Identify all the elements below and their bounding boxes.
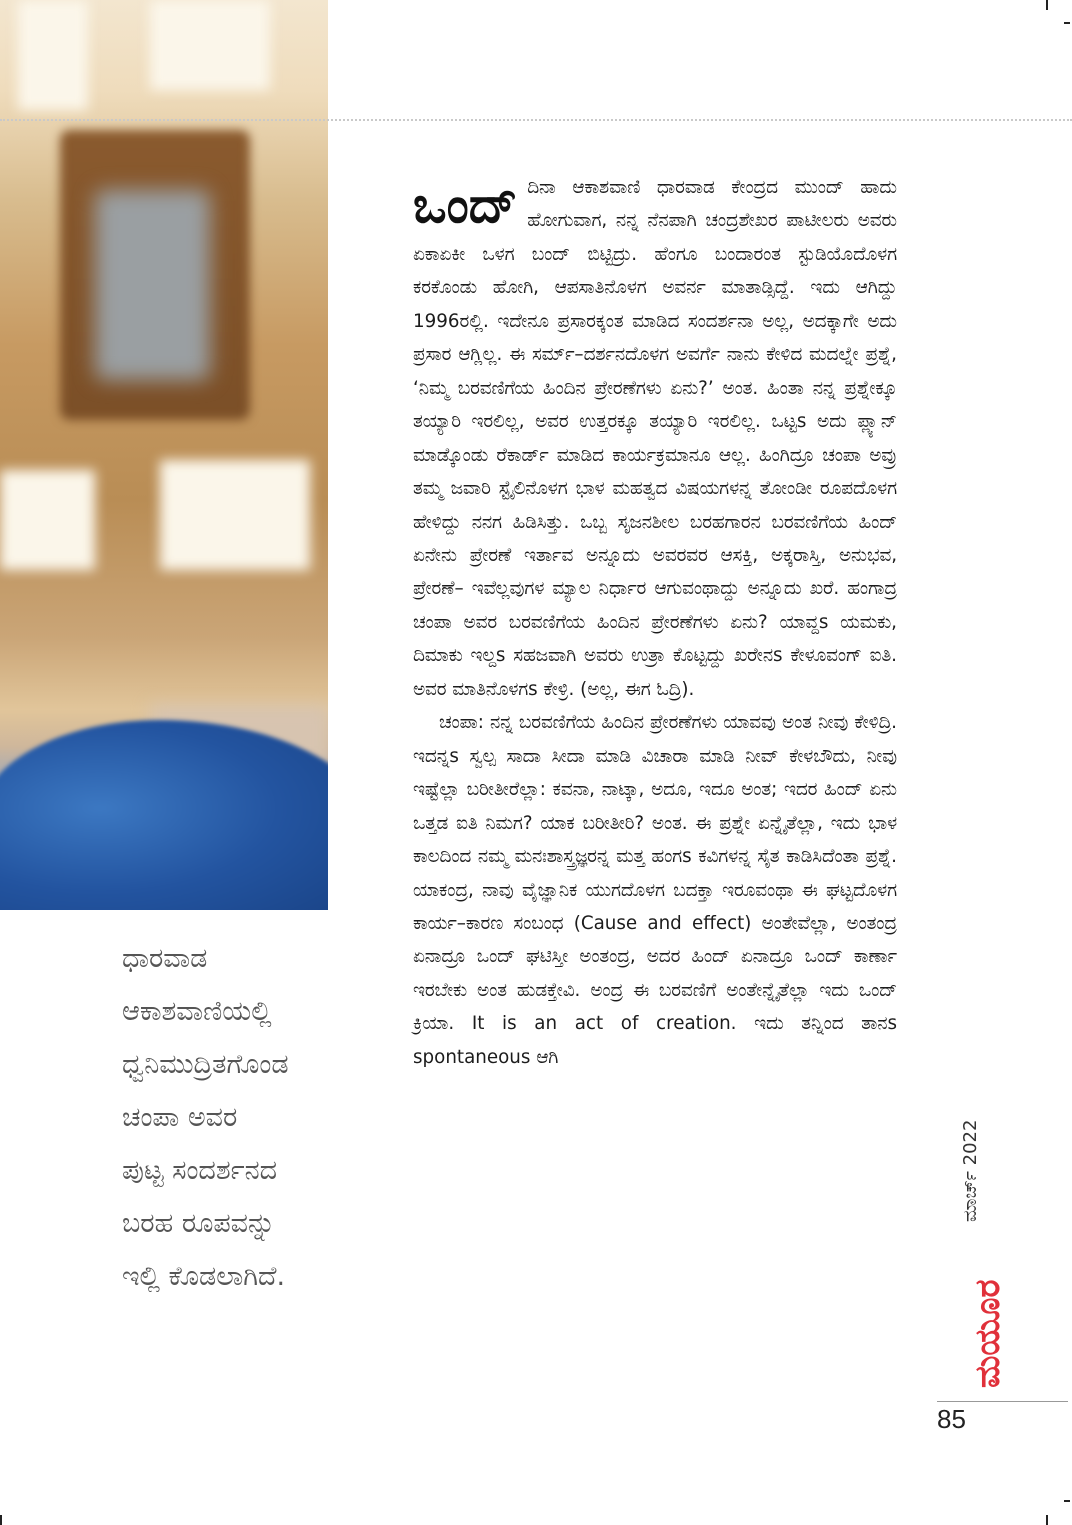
pull-quote-line: ಇಲ್ಲಿ ಕೊಡಲಾಗಿದೆ. xyxy=(122,1261,286,1292)
crop-mark xyxy=(0,1515,2,1525)
pull-quote-line: ಪುಟ್ಟ ಸಂದರ್ಶನದ xyxy=(122,1155,278,1186)
article-paragraph xyxy=(413,171,897,706)
footer-rule xyxy=(937,1401,1068,1402)
dotted-rule xyxy=(0,119,1072,121)
article-photo xyxy=(0,0,328,910)
pull-quote-line: ಆಕಾಶವಾಣಿಯಲ್ಲಿ xyxy=(122,996,272,1027)
drop-cap: ಒಂದ್ xyxy=(413,176,518,234)
issue-date-text: ಮಾರ್ಚ್ 2022 xyxy=(960,1119,981,1222)
pull-quote-line: ಧಾರವಾಡ xyxy=(122,943,208,974)
paragraph-text: ದಿನಾ ಆಕಾಶವಾಣಿ ಧಾರವಾಡ ಕೇಂದ್ರದ ಮುಂದ್ ಹಾದು ಹೋಗುವಾಗ, ನನ್ನ ನೆನಪಾಗಿ ಚಂದ್ರಶೇಖರ ಪಾಟೀಲರು ಅವರು ಏಕಾಏಕೀ ಒಳಗ ಬಂದ್ ಬಿಟ್ಟಿದ್ರು. ಹೆಂಗೂ ಬಂದಾರಂತ ಸ್ಟುಡಿಯೊದೊಳಗ ಕರಕೊಂಡು ಹೋಗಿ, ಆಪಸಾತಿನೊಳಗ ಅವರ್ನ ಮಾತಾಡ್ಸಿದ್ದೆ. ಇದು ಆಗಿದ್ದು 1996ರಲ್ಲಿ. ಇದೇನೂ ಪ್ರಸಾರಕ್ಕಂತ ಮಾಡಿದ ಸಂದರ್ಶನಾ ಅಲ್ಲ, ಅದಕ್ಕಾಗೇ ಅದು ಪ್ರಸಾರ ಆಗ್ಲಿಲ್ಲ. ಈ ಸರ್ಮ್–ದರ್ಶನದೊಳಗ ಅವರ್ಗೆ ನಾನು ಕೇಳಿದ ಮದಲ್ನೇ ಪ್ರಶ್ನೆ, ‘ನಿಮ್ಮ ಬರವಣಿಗೆಯ ಹಿಂದಿನ ಪ್ರೇರಣೆಗಳು ಏನು?’ ಅಂತ. ಹಿಂತಾ ನನ್ನ ಪ್ರಶ್ನೇಕ್ಕೂ ತಯ್ಯಾರಿ ಇರಲಿಲ್ಲ, ಅವರ ಉತ್ತರಕ್ಕೂ ತಯ್ಯಾರಿ ಇರಲಿಲ್ಲ. ಒಟ್ಟs ಅದು ಪ್ಲ್ಯಾನ್ ಮಾಡ್ಕೊಂಡು ರೆಕಾರ್ಡ್ ಮಾಡಿದ ಕಾರ್ಯಕ್ರಮಾನೂ ಆಲ್ಲ. ಹಿಂಗಿದ್ರೂ ಚಂಪಾ ಅವ್ರು ತಮ್ಮ ಜವಾರಿ ಸ್ಟೈಲಿನೊಳಗ ಭಾಳ ಮಹತ್ವದ ವಿಷಯಗಳನ್ನ ತೋಂಡೀ ರೂಪದೊಳಗ ಹೇಳಿದ್ದು ನನಗ ಹಿಡಿಸಿತ್ತು. ಒಬ್ಬ ಸೃಜನಶೀಲ ಬರಹಗಾರನ ಬರವಣಿಗೆಯ ಹಿಂದ್ ಏನೇನು ಪ್ರೇರಣೆ ಇರ್ತಾವ ಅನ್ನೂದು ಅವರವರ ಆಸಕ್ತಿ, ಅಕ್ಕರಾಸ್ತಿ, ಅನುಭವ, ಪ್ರೇರಣೆ– ಇವೆಲ್ಲವುಗಳ ಮ್ಯಾಲ ನಿರ್ಧಾರ ಆಗುವಂಥಾದ್ದು ಅನ್ನೂದು ಖರೆ. ಹಂಗಾದ್ರ ಚಂಪಾ ಅವರ ಬರವಣಿಗೆಯ ಹಿಂದಿನ ಪ್ರೇರಣೆಗಳು ಏನು? ಯಾವ್ದs ಯಮಕು, ದಿಮಾಕು ಇಲ್ದs ಸಹಜವಾಗಿ ಅವರು ಉತ್ರಾ ಕೊಟ್ಟದ್ದು ಖರೇನs ಕೇಳೂವಂಗ್ ಐತಿ. ಅವರ ಮಾತಿನೊಳಗs ಕೇಳ್ರಿ. (ಅಲ್ಲ, ಈಗ ಓದ್ರಿ). xyxy=(413,177,897,700)
pull-quote-line: ಧ್ವನಿಮುದ್ರಿತಗೊಂಡ xyxy=(122,1049,289,1080)
pull-quote-line: ಬರಹ ರೂಪವನ್ನು xyxy=(122,1208,276,1239)
page-number: 85 xyxy=(937,1404,966,1434)
crop-mark xyxy=(1046,1515,1048,1525)
pull-quote xyxy=(122,932,362,1303)
crop-mark xyxy=(1064,1500,1070,1502)
crop-mark xyxy=(1046,0,1048,10)
article-body xyxy=(413,171,897,1074)
pull-quote-line: ಚಂಪಾ ಅವರ xyxy=(122,1102,238,1133)
crop-mark xyxy=(1064,22,1070,24)
magazine-logo-text: ಮಯೂರ xyxy=(968,1279,1008,1388)
article-paragraph: ಚಂಪಾ: ನನ್ನ ಬರವಣಿಗೆಯ ಹಿಂದಿನ ಪ್ರೇರಣೆಗಳು ಯಾವವು ಅಂತ ನೀವು ಕೇಳಿದ್ರಿ. ಇದನ್ನs ಸ್ವಲ್ಪ ಸಾದಾ ಸೀದಾ ಮಾಡಿ ವಿಚಾರಾ ಮಾಡಿ ನೀವ್ ಕೇಳಬೌದು, ನೀವು ಇಷ್ಟೆಲ್ಲಾ ಬರೀತೀರೆಲ್ಲಾ: ಕವನಾ, ನಾಟ್ಕಾ, ಅದೂ, ಇದೂ ಅಂತ; ಇದರ ಹಿಂದ್ ಏನು ಒತ್ತಡ ಐತಿ ನಿಮಗ? ಯಾಕ ಬರೀತೀರಿ? ಅಂತ. ಈ ಪ್ರಶ್ನೇ ಏನ್ನೈತೆಲ್ಲಾ, ಇದು ಭಾಳ ಕಾಲದಿಂದ ನಮ್ಮ ಮನಃಶಾಸ್ತ್ರಜ್ಞರನ್ನ ಮತ್ತ ಹಂಗs ಕವಿಗಳನ್ನ ಸೈತ ಕಾಡಿಸಿದೆಂತಾ ಪ್ರಶ್ನೆ. ಯಾಕಂದ್ರ, ನಾವು ವೈಜ್ಞಾನಿಕ ಯುಗದೊಳಗ ಬದಕ್ತಾ ಇರೂವಂಥಾ ಈ ಘಟ್ಟದೊಳಗ ಕಾರ್ಯ–ಕಾರಣ ಸಂಬಂಧ (Cause and effect) ಅಂತೇವೆಲ್ಲಾ, ಅಂತಂದ್ರ ಏನಾದ್ರೂ ಒಂದ್ ಘಟಿಸ್ತೀ ಅಂತಂದ್ರ, ಅದರ ಹಿಂದ್ ಏನಾದ್ರೂ ಒಂದ್ ಕಾರ್ಣಾ ಇರಬೇಕು ಅಂತ ಹುಡಕ್ತೇವಿ. ಅಂದ್ರ ಈ ಬರವಣಿಗೆ ಅಂತೇನ್ನೈತೆಲ್ಲಾ ಇದು ಒಂದ್ ಕ್ರಿಯಾ. It is an act of creation. ಇದು ತನ್ನಿಂದ ತಾನs spontaneous ಆಗಿ xyxy=(413,712,897,1068)
